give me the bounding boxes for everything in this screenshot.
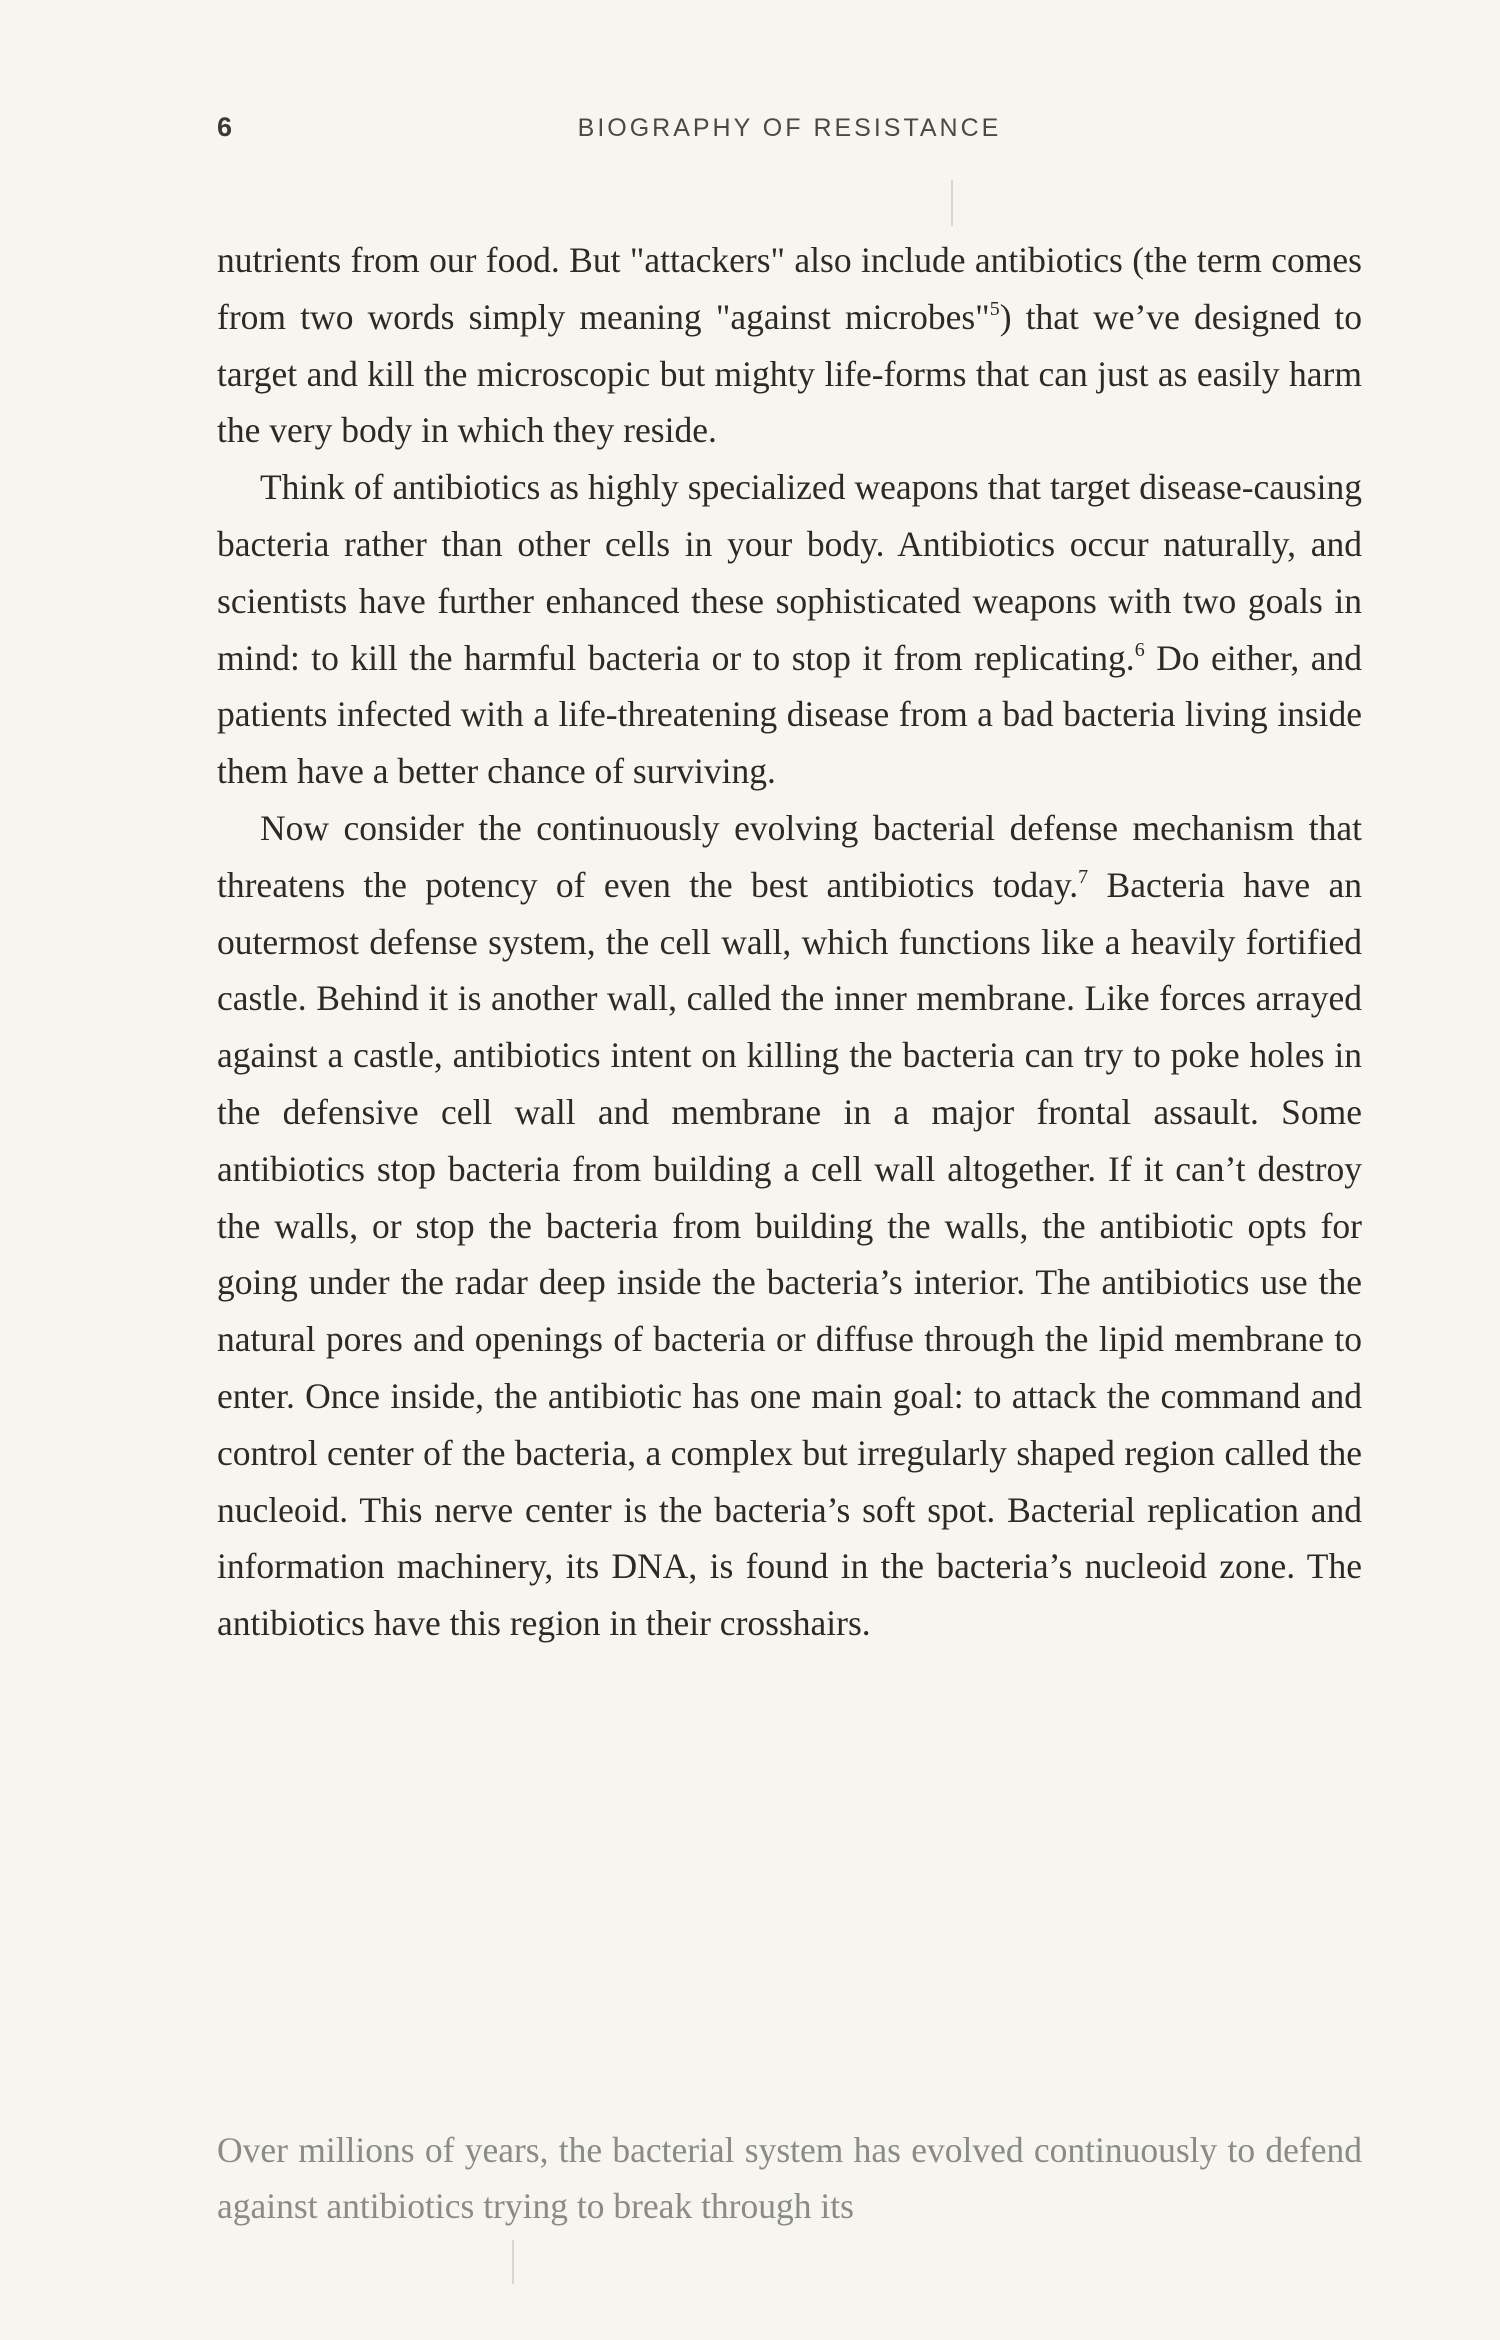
footnote-ref-7: 7 (1078, 865, 1089, 888)
paragraph-2-text-b: Do either, and patients infected with a life-threatening disease from a bad bacteria living inside them have a better chance of surviving. (217, 637, 1362, 792)
paragraph-2-text-a: Think of antibiotics as highly specialized weapons that target disease-causing bacteria rather than other cells in your body. Antibiotics occur naturally, and scientists have further enhanced these sophisticated weapons with two goals in mind: to kill the harmful bacteria or to stop it from replicating. (217, 467, 1362, 678)
body-text (217, 232, 1362, 1652)
scan-mark-bottom (512, 2240, 514, 2284)
next-section-paragraph: Over millions of years, the bacterial system has evolved continuously to defend against antibiotics trying to break through its (217, 2129, 1362, 2227)
paragraph-1 (217, 232, 1362, 459)
paragraph-3-text-a: Now consider the continuously evolving bacterial defense mechanism that threatens the potency of even the best antibiotics today. (217, 807, 1362, 905)
footnote-ref-5: 5 (989, 297, 1000, 320)
running-head (217, 112, 1362, 152)
paragraph-2 (217, 459, 1362, 800)
paragraph-1-text-a: nutrients from our food. But "attackers" also include antibiotics (the term comes from two words simply meaning "against microbes" (217, 240, 1362, 337)
paragraph-3 (217, 800, 1362, 1652)
paragraph-1-text-b: ) that we’ve designed to target and kill the microscopic but mighty life-forms that can just as easily harm the very body in which they reside. (217, 296, 1362, 451)
book-title: BIOGRAPHY OF RESISTANCE (577, 114, 1002, 142)
footnote-ref-6: 6 (1134, 638, 1145, 661)
scan-mark (951, 180, 953, 226)
paragraph-3-text-b: Bacteria have an outermost defense system, the cell wall, which functions like a heavily fortified castle. Behind it is another wall, called the inner membrane. Like forces arrayed against a castle, antibiotics intent on killing the bacteria can try to poke holes in the defensive cell wall and membrane in a major frontal assault. Some antibiotics stop bacteria from building a cell wall altogether. If it can’t destroy the walls, or stop the bacteria from building the walls, the antibiotic opts for going under the radar deep inside the bacteria’s interior. The antibiotics use the natural pores and openings of bacteria or diffuse through the lipid membrane to enter. Once inside, the antibiotic has one main goal: to attack the command and control center of the bacteria, a complex but irregularly shaped region called the nucleoid. This nerve center is the bacteria’s soft spot. Bacterial replication and information machinery, its DNA, is found in the bacteria’s nucleoid zone. The antibiotics have this region in their crosshairs. (217, 864, 1362, 1644)
page-number: 6 (217, 112, 234, 142)
